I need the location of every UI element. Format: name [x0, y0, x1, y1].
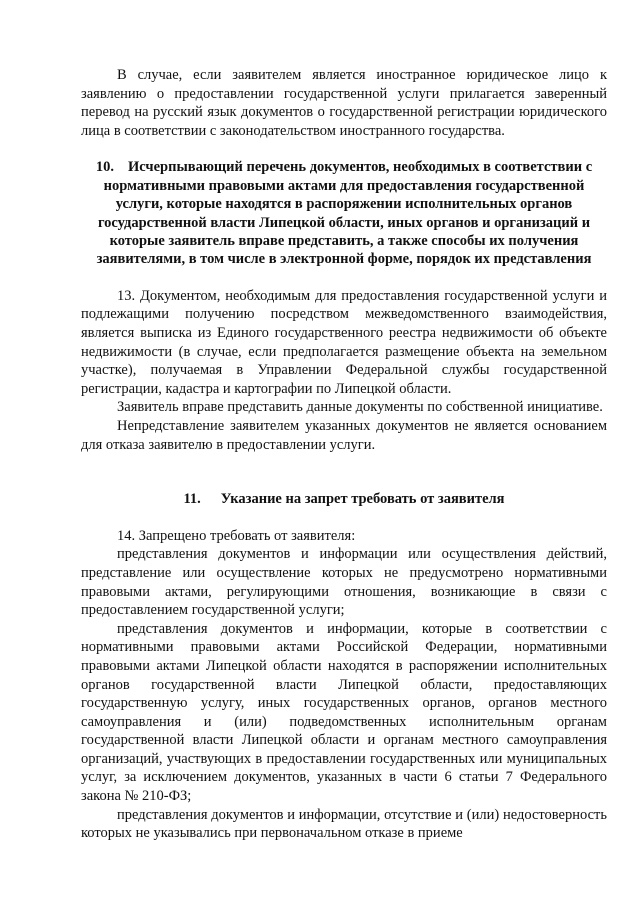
- section-11-number: 11.: [183, 491, 201, 508]
- section-10-title: Исчерпывающий перечень документов, необходимых в соответствии с нормативными правовыми актами для предоставления государственной услуги, которые находятся в распоряжении исполнительных органов государственной власти Липецкой области, иных органов и организаций и которые заявитель вправе представить, а также способы их получения заявителями, в том числе в электронной форме, порядок их представления: [96, 159, 593, 268]
- section-10-heading: [81, 158, 607, 268]
- section-11-heading: [81, 490, 607, 509]
- paragraph-14-item-c: представления документов и информации, отсутствие и (или) недостоверность которых не указывались при первоначальном отказе в приеме: [81, 806, 607, 842]
- paragraph-14-item-a: представления документов и информации или осуществления действий, представление или осуществление которых не предусмотрено нормативными правовыми актами, регулирующими отношения, возникающие в связи с предоставлением государственной услуги;: [81, 546, 607, 619]
- paragraph-13: 13. Документом, необходимым для предоставления государственной услуги и подлежащими получению посредством межведомственного взаимодействия, является выписка из Единого государственного реестра недвижимости об объекте недвижимости (в случае, если предполагается размещение объекта на земельном участке), получаемая в Управлении Федеральной службы государственной регистрации, кадастра и картографии по Липецкой области.: [81, 287, 607, 397]
- document-page: [81, 66, 607, 843]
- section-11-title: Указание на запрет требовать от заявителя: [220, 491, 505, 508]
- paragraph-foreign-entity: В случае, если заявителем является иностранное юридическое лицо к заявлению о предоставлении государственной услуги прилагается заверенный перевод на русский язык документов о государственной регистрации юридического лица в соответствии с законодательством иностранного государства.: [81, 67, 607, 139]
- paragraph-initiative: Заявитель вправе представить данные документы по собственной инициативе.: [117, 399, 603, 416]
- section-10-number: 10.: [95, 159, 114, 176]
- paragraph-non-submission: Непредставление заявителем указанных документов не является основанием для отказа заявителю в предоставлении услуги.: [81, 417, 607, 453]
- paragraph-14-item-b: представления документов и информации, которые в соответствии с нормативными правовыми актами Российской Федерации, нормативными правовыми актами Липецкой области находятся в распоряжении исполнительных органов государственной власти Липецкой области, предоставляющих государственную услугу, иных государственных органов, органов местного самоуправления и (или) подведомственных исполнительным органам государственной власти Липецкой области и органам местного самоуправления организаций, участвующих в предоставлении государственных или муниципальных услуг, за исключением документов, указанных в части 6 статьи 7 Федерального закона № 210-ФЗ;: [81, 620, 607, 805]
- paragraph-14: 14. Запрещено требовать от заявителя:: [117, 527, 356, 544]
